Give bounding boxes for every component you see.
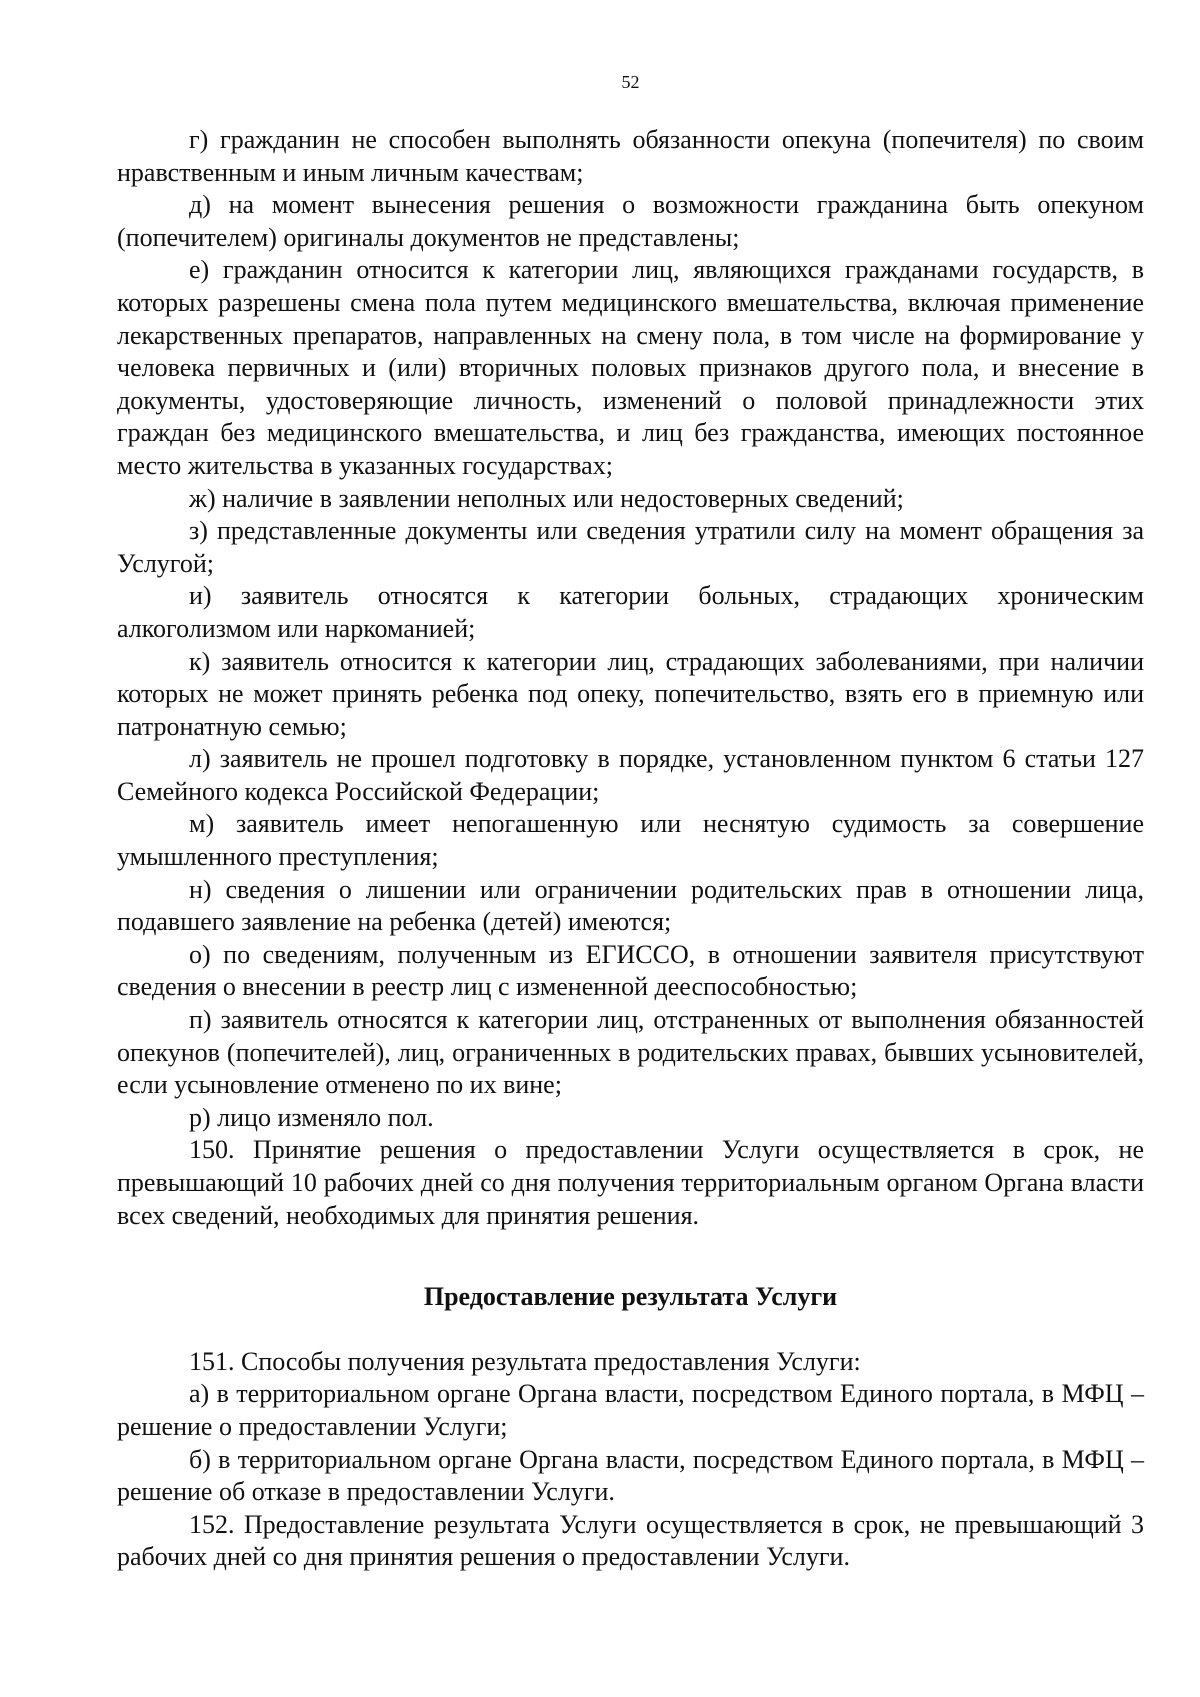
paragraph-item-b: б) в территориальном органе Органа власти, посредством Единого портала, в МФЦ – решение об отказе в предоставлении Услуги.: [117, 1444, 1144, 1507]
paragraph-item-a: а) в территориальном органе Органа власти, посредством Единого портала, в МФЦ – решение о предоставлении Услуги;: [117, 1379, 1144, 1441]
paragraph-group-bottom: [117, 1346, 1144, 1574]
paragraph-item-k: к) заявитель относится к категории лиц, страдающих заболеваниями, при наличии которых не может принять ребенка под опеку, попечительство, взять его в приемную или патронатную семью;: [117, 646, 1144, 741]
paragraph-item-r: р) лицо изменяло пол.: [189, 1102, 434, 1132]
paragraph-item-m: м) заявитель имеет непогашенную или неснятую судимость за совершение умышленного преступления;: [117, 809, 1144, 872]
paragraph-clause-152: 152. Предоставление результата Услуги осуществляется в срок, не превышающий 3 рабочих дней со дня принятия решения о предоставлении Услуги.: [117, 1509, 1144, 1572]
paragraph-item-g: г) гражданин не способен выполнять обязанности опекуна (попечителя) по своим нравственным и иным личным качествам;: [117, 125, 1144, 187]
paragraph-item-i: и) заявитель относятся к категории больных, страдающих хроническим алкоголизмом или наркоманией;: [117, 581, 1144, 643]
paragraph-clause-150: 150. Принятие решения о предоставлении Услуги осуществляется в срок, не превышающий 10 рабочих дней со дня получения территориальным органом Органа власти всех сведений, необходимых для принятия решения.: [117, 1135, 1144, 1230]
paragraph-item-o: о) по сведениям, полученным из ЕГИССО, в отношении заявителя присутствуют сведения о внесении в реестр лиц с измененной дееспособностью;: [117, 939, 1144, 1002]
paragraph-item-l: л) заявитель не прошел подготовку в порядке, установленном пунктом 6 статьи 127 Семейного кодекса Российской Федерации;: [117, 744, 1144, 806]
paragraph-item-d: д) на момент вынесения решения о возможности гражданина быть опекуном (попечителем) оригиналы документов не представлены;: [117, 190, 1144, 252]
paragraph-item-n: н) сведения о лишении или ограничении родительских прав в отношении лица, подавшего заявление на ребенка (детей) имеются;: [117, 874, 1144, 937]
paragraph-clause-151: 151. Способы получения результата предоставления Услуги:: [189, 1346, 861, 1376]
section-heading: Предоставление результата Услуги: [423, 1282, 838, 1312]
paragraph-item-e: е) гражданин относится к категории лиц, являющихся гражданами государств, в которых разрешены смена пола путем медицинского вмешательства, включая применение лекарственных препаратов, направленных на смену пола, в том числе на формирование у человека первичных и (или) вторичных половых признаков другого пола, и внесение в документы, удостоверяющие личность, изменений о половой принадлежности этих граждан без медицинского вмешательства, и лиц без гражданства, имеющих постоянное место жительства в указанных государствах;: [117, 255, 1144, 480]
paragraph-item-z: з) представленные документы или сведения утратили силу на момент обращения за Услугой;: [117, 516, 1144, 578]
paragraph-item-p: п) заявитель относятся к категории лиц, отстраненных от выполнения обязанностей опекунов (попечителей), лиц, ограниченных в родительских правах, бывших усыновителей, если усыновление отменено по их вине;: [117, 1005, 1144, 1100]
paragraph-item-zh: ж) наличие в заявлении неполных или недостоверных сведений;: [189, 483, 904, 513]
page-number: 52: [621, 72, 640, 92]
paragraph-group-top: [117, 124, 1144, 1232]
